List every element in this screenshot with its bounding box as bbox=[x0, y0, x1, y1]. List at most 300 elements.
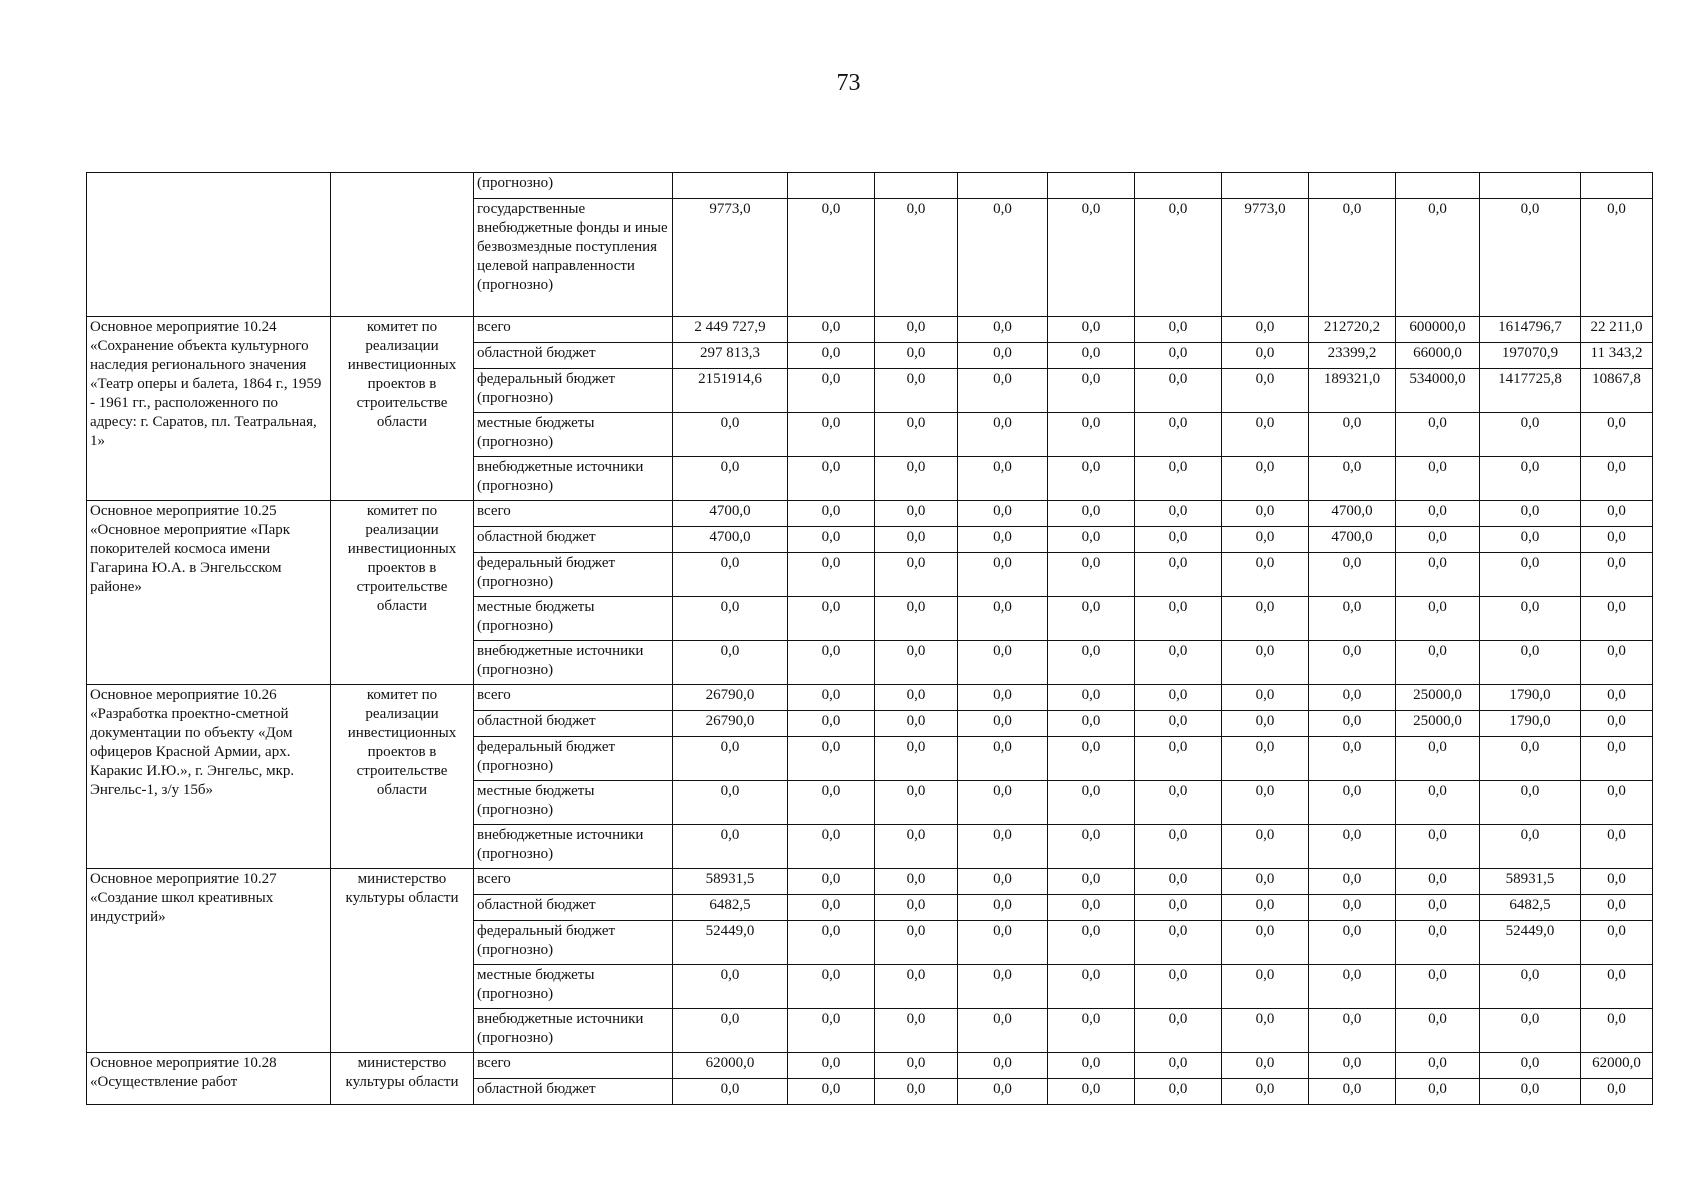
value-cell: 0,0 bbox=[1581, 965, 1653, 1009]
value-cell: 0,0 bbox=[788, 825, 875, 869]
table-row bbox=[87, 501, 1653, 527]
funding-source-cell: (прогнозно) bbox=[474, 173, 673, 199]
table-row bbox=[87, 869, 1653, 895]
value-cell: 0,0 bbox=[1581, 781, 1653, 825]
table-row bbox=[87, 1053, 1653, 1079]
value-cell: 0,0 bbox=[1396, 895, 1480, 921]
value-cell: 189321,0 bbox=[1309, 369, 1396, 413]
value-cell: 0,0 bbox=[788, 413, 875, 457]
value-cell: 0,0 bbox=[1581, 553, 1653, 597]
value-cell: 0,0 bbox=[1309, 1053, 1396, 1079]
value-cell: 0,0 bbox=[875, 781, 958, 825]
value-cell: 0,0 bbox=[788, 1009, 875, 1053]
value-cell: 0,0 bbox=[1480, 199, 1581, 317]
value-cell: 197070,9 bbox=[1480, 343, 1581, 369]
value-cell: 0,0 bbox=[1048, 825, 1135, 869]
value-cell: 0,0 bbox=[788, 895, 875, 921]
value-cell: 0,0 bbox=[1309, 965, 1396, 1009]
value-cell: 0,0 bbox=[1396, 199, 1480, 317]
value-cell: 0,0 bbox=[958, 921, 1048, 965]
value-cell: 0,0 bbox=[1309, 199, 1396, 317]
value-cell: 0,0 bbox=[1309, 825, 1396, 869]
value-cell: 23399,2 bbox=[1309, 343, 1396, 369]
funding-source-cell: областной бюджет bbox=[474, 1079, 673, 1105]
value-cell bbox=[1309, 173, 1396, 199]
value-cell: 4700,0 bbox=[1309, 527, 1396, 553]
value-cell: 0,0 bbox=[1048, 737, 1135, 781]
value-cell: 0,0 bbox=[788, 781, 875, 825]
value-cell: 66000,0 bbox=[1396, 343, 1480, 369]
value-cell: 0,0 bbox=[1048, 457, 1135, 501]
responsible-org-cell bbox=[331, 173, 474, 317]
value-cell: 0,0 bbox=[958, 1053, 1048, 1079]
value-cell: 0,0 bbox=[1048, 685, 1135, 711]
value-cell: 2 449 727,9 bbox=[673, 317, 788, 343]
value-cell: 0,0 bbox=[875, 501, 958, 527]
value-cell: 0,0 bbox=[1222, 1079, 1309, 1105]
value-cell: 0,0 bbox=[1135, 553, 1222, 597]
value-cell: 0,0 bbox=[875, 921, 958, 965]
value-cell: 0,0 bbox=[1396, 737, 1480, 781]
value-cell: 0,0 bbox=[875, 1053, 958, 1079]
value-cell: 0,0 bbox=[1309, 1079, 1396, 1105]
value-cell: 2151914,6 bbox=[673, 369, 788, 413]
value-cell: 0,0 bbox=[958, 553, 1048, 597]
value-cell: 0,0 bbox=[1135, 413, 1222, 457]
value-cell: 0,0 bbox=[1480, 457, 1581, 501]
funding-source-cell: внебюджетные источники (прогнозно) bbox=[474, 641, 673, 685]
value-cell: 0,0 bbox=[1135, 737, 1222, 781]
value-cell: 0,0 bbox=[1135, 369, 1222, 413]
value-cell: 0,0 bbox=[1309, 737, 1396, 781]
value-cell: 0,0 bbox=[958, 711, 1048, 737]
value-cell: 58931,5 bbox=[1480, 869, 1581, 895]
value-cell: 0,0 bbox=[1135, 527, 1222, 553]
value-cell: 0,0 bbox=[673, 965, 788, 1009]
value-cell: 0,0 bbox=[673, 457, 788, 501]
value-cell: 0,0 bbox=[1222, 711, 1309, 737]
value-cell: 0,0 bbox=[1480, 1053, 1581, 1079]
value-cell: 0,0 bbox=[1480, 501, 1581, 527]
value-cell: 0,0 bbox=[1309, 641, 1396, 685]
value-cell: 0,0 bbox=[788, 737, 875, 781]
value-cell: 0,0 bbox=[673, 825, 788, 869]
value-cell: 0,0 bbox=[1480, 641, 1581, 685]
value-cell: 0,0 bbox=[1480, 965, 1581, 1009]
value-cell: 0,0 bbox=[1135, 1009, 1222, 1053]
funding-source-cell: всего bbox=[474, 685, 673, 711]
value-cell: 0,0 bbox=[1048, 199, 1135, 317]
value-cell: 0,0 bbox=[788, 685, 875, 711]
value-cell: 9773,0 bbox=[673, 199, 788, 317]
value-cell: 0,0 bbox=[1309, 553, 1396, 597]
value-cell: 0,0 bbox=[1396, 869, 1480, 895]
table-row bbox=[87, 317, 1653, 343]
value-cell: 0,0 bbox=[1048, 413, 1135, 457]
value-cell: 0,0 bbox=[788, 501, 875, 527]
value-cell: 0,0 bbox=[788, 527, 875, 553]
funding-source-cell: федеральный бюджет (прогнозно) bbox=[474, 737, 673, 781]
value-cell: 0,0 bbox=[1222, 317, 1309, 343]
value-cell: 0,0 bbox=[1135, 825, 1222, 869]
value-cell: 0,0 bbox=[1135, 921, 1222, 965]
value-cell: 0,0 bbox=[875, 711, 958, 737]
value-cell: 0,0 bbox=[1048, 317, 1135, 343]
value-cell: 0,0 bbox=[1480, 1079, 1581, 1105]
value-cell: 62000,0 bbox=[1581, 1053, 1653, 1079]
table-body bbox=[87, 173, 1653, 1105]
value-cell: 0,0 bbox=[875, 1079, 958, 1105]
value-cell: 0,0 bbox=[1480, 737, 1581, 781]
value-cell: 0,0 bbox=[1581, 711, 1653, 737]
value-cell: 1790,0 bbox=[1480, 685, 1581, 711]
value-cell: 0,0 bbox=[1581, 457, 1653, 501]
value-cell: 0,0 bbox=[1048, 1009, 1135, 1053]
value-cell: 0,0 bbox=[1309, 869, 1396, 895]
value-cell: 0,0 bbox=[958, 825, 1048, 869]
value-cell: 26790,0 bbox=[673, 685, 788, 711]
measure-name-cell: Основное мероприятие 10.26 «Разработка проектно-сметной документации по объекту «Дом офицеров Красной Армии, арх. Каракис И.Ю.», г. Энгельс, мкр. Энгельс-1, з/у 15б» bbox=[87, 685, 331, 869]
value-cell: 0,0 bbox=[875, 1009, 958, 1053]
value-cell: 4700,0 bbox=[673, 527, 788, 553]
value-cell bbox=[788, 173, 875, 199]
value-cell: 0,0 bbox=[875, 965, 958, 1009]
value-cell: 0,0 bbox=[1135, 1053, 1222, 1079]
funding-source-cell: внебюджетные источники (прогнозно) bbox=[474, 457, 673, 501]
value-cell: 0,0 bbox=[788, 199, 875, 317]
value-cell: 0,0 bbox=[788, 921, 875, 965]
value-cell: 0,0 bbox=[1135, 1079, 1222, 1105]
value-cell: 0,0 bbox=[1581, 413, 1653, 457]
value-cell: 0,0 bbox=[875, 413, 958, 457]
value-cell: 0,0 bbox=[875, 737, 958, 781]
value-cell bbox=[958, 173, 1048, 199]
value-cell: 0,0 bbox=[1222, 553, 1309, 597]
value-cell: 0,0 bbox=[1222, 895, 1309, 921]
value-cell bbox=[1135, 173, 1222, 199]
value-cell: 0,0 bbox=[1048, 553, 1135, 597]
budget-table bbox=[86, 172, 1653, 1105]
value-cell: 0,0 bbox=[788, 1053, 875, 1079]
value-cell: 297 813,3 bbox=[673, 343, 788, 369]
value-cell: 0,0 bbox=[1480, 413, 1581, 457]
value-cell: 0,0 bbox=[1135, 965, 1222, 1009]
value-cell: 0,0 bbox=[1396, 527, 1480, 553]
value-cell: 0,0 bbox=[1048, 641, 1135, 685]
value-cell: 0,0 bbox=[1396, 965, 1480, 1009]
value-cell: 1417725,8 bbox=[1480, 369, 1581, 413]
funding-source-cell: местные бюджеты (прогнозно) bbox=[474, 597, 673, 641]
value-cell: 0,0 bbox=[875, 527, 958, 553]
value-cell: 0,0 bbox=[788, 553, 875, 597]
value-cell: 0,0 bbox=[1222, 869, 1309, 895]
value-cell: 0,0 bbox=[788, 369, 875, 413]
value-cell: 0,0 bbox=[1309, 685, 1396, 711]
measure-name-cell: Основное мероприятие 10.25 «Основное мероприятие «Парк покорителей космоса имени Гагарина Ю.А. в Энгельсском районе» bbox=[87, 501, 331, 685]
value-cell: 0,0 bbox=[1309, 413, 1396, 457]
value-cell: 0,0 bbox=[1222, 527, 1309, 553]
funding-source-cell: областной бюджет bbox=[474, 527, 673, 553]
value-cell: 0,0 bbox=[875, 869, 958, 895]
value-cell: 0,0 bbox=[875, 457, 958, 501]
value-cell: 0,0 bbox=[1222, 413, 1309, 457]
value-cell: 0,0 bbox=[1396, 781, 1480, 825]
value-cell: 0,0 bbox=[1048, 895, 1135, 921]
funding-source-cell: федеральный бюджет (прогнозно) bbox=[474, 369, 673, 413]
value-cell bbox=[1048, 173, 1135, 199]
value-cell: 0,0 bbox=[875, 895, 958, 921]
value-cell: 25000,0 bbox=[1396, 685, 1480, 711]
value-cell: 0,0 bbox=[958, 369, 1048, 413]
value-cell: 0,0 bbox=[788, 965, 875, 1009]
measure-name-cell: Основное мероприятие 10.27 «Создание школ креативных индустрий» bbox=[87, 869, 331, 1053]
value-cell: 0,0 bbox=[1309, 1009, 1396, 1053]
value-cell: 0,0 bbox=[1581, 737, 1653, 781]
value-cell: 0,0 bbox=[788, 317, 875, 343]
funding-source-cell: всего bbox=[474, 869, 673, 895]
measure-name-cell bbox=[87, 173, 331, 317]
value-cell: 0,0 bbox=[875, 553, 958, 597]
funding-source-cell: всего bbox=[474, 501, 673, 527]
value-cell: 0,0 bbox=[1396, 597, 1480, 641]
value-cell: 62000,0 bbox=[673, 1053, 788, 1079]
value-cell: 0,0 bbox=[788, 457, 875, 501]
value-cell: 0,0 bbox=[1396, 1053, 1480, 1079]
value-cell: 0,0 bbox=[1048, 501, 1135, 527]
value-cell: 52449,0 bbox=[673, 921, 788, 965]
value-cell: 0,0 bbox=[673, 1009, 788, 1053]
value-cell: 0,0 bbox=[1048, 869, 1135, 895]
value-cell: 0,0 bbox=[673, 1079, 788, 1105]
value-cell: 0,0 bbox=[788, 1079, 875, 1105]
value-cell: 0,0 bbox=[1222, 1009, 1309, 1053]
value-cell: 0,0 bbox=[1048, 527, 1135, 553]
funding-source-cell: федеральный бюджет (прогнозно) bbox=[474, 921, 673, 965]
value-cell: 1790,0 bbox=[1480, 711, 1581, 737]
value-cell: 600000,0 bbox=[1396, 317, 1480, 343]
value-cell: 0,0 bbox=[958, 965, 1048, 1009]
value-cell: 0,0 bbox=[788, 641, 875, 685]
value-cell: 4700,0 bbox=[1309, 501, 1396, 527]
value-cell: 0,0 bbox=[1048, 1079, 1135, 1105]
responsible-org-cell: комитет по реализации инвестиционных проектов в строительстве области bbox=[331, 501, 474, 685]
value-cell: 0,0 bbox=[1135, 895, 1222, 921]
funding-source-cell: местные бюджеты (прогнозно) bbox=[474, 781, 673, 825]
value-cell: 6482,5 bbox=[673, 895, 788, 921]
value-cell bbox=[875, 173, 958, 199]
value-cell: 9773,0 bbox=[1222, 199, 1309, 317]
value-cell: 0,0 bbox=[1135, 711, 1222, 737]
value-cell: 0,0 bbox=[1135, 457, 1222, 501]
value-cell: 0,0 bbox=[1480, 781, 1581, 825]
value-cell: 0,0 bbox=[673, 553, 788, 597]
value-cell: 52449,0 bbox=[1480, 921, 1581, 965]
value-cell: 0,0 bbox=[1135, 685, 1222, 711]
value-cell: 0,0 bbox=[958, 501, 1048, 527]
value-cell: 0,0 bbox=[788, 869, 875, 895]
value-cell: 0,0 bbox=[1480, 553, 1581, 597]
value-cell: 0,0 bbox=[1581, 825, 1653, 869]
funding-source-cell: государственные внебюджетные фонды и иные безвозмездные поступления целевой направленности (прогнозно) bbox=[474, 199, 673, 317]
value-cell: 0,0 bbox=[1135, 501, 1222, 527]
value-cell: 212720,2 bbox=[1309, 317, 1396, 343]
value-cell bbox=[673, 173, 788, 199]
value-cell: 0,0 bbox=[875, 317, 958, 343]
value-cell: 0,0 bbox=[1480, 825, 1581, 869]
value-cell: 0,0 bbox=[673, 641, 788, 685]
value-cell: 0,0 bbox=[1309, 781, 1396, 825]
responsible-org-cell: комитет по реализации инвестиционных проектов в строительстве области bbox=[331, 685, 474, 869]
value-cell: 0,0 bbox=[1396, 1009, 1480, 1053]
value-cell: 10867,8 bbox=[1581, 369, 1653, 413]
value-cell: 0,0 bbox=[1222, 825, 1309, 869]
value-cell: 0,0 bbox=[1222, 641, 1309, 685]
value-cell: 0,0 bbox=[1309, 597, 1396, 641]
value-cell: 0,0 bbox=[1048, 343, 1135, 369]
value-cell: 0,0 bbox=[1480, 597, 1581, 641]
value-cell: 0,0 bbox=[875, 641, 958, 685]
value-cell: 0,0 bbox=[1581, 199, 1653, 317]
value-cell: 25000,0 bbox=[1396, 711, 1480, 737]
measure-name-cell: Основное мероприятие 10.28 «Осуществление работ bbox=[87, 1053, 331, 1105]
value-cell: 0,0 bbox=[1581, 597, 1653, 641]
value-cell: 0,0 bbox=[1581, 685, 1653, 711]
funding-source-cell: внебюджетные источники (прогнозно) bbox=[474, 825, 673, 869]
value-cell: 0,0 bbox=[788, 711, 875, 737]
value-cell: 0,0 bbox=[1135, 317, 1222, 343]
value-cell: 0,0 bbox=[1222, 965, 1309, 1009]
funding-source-cell: областной бюджет bbox=[474, 711, 673, 737]
value-cell bbox=[1480, 173, 1581, 199]
funding-source-cell: областной бюджет bbox=[474, 343, 673, 369]
funding-source-cell: федеральный бюджет (прогнозно) bbox=[474, 553, 673, 597]
value-cell: 0,0 bbox=[958, 1009, 1048, 1053]
value-cell: 0,0 bbox=[958, 317, 1048, 343]
value-cell: 4700,0 bbox=[673, 501, 788, 527]
measure-name-cell: Основное мероприятие 10.24 «Сохранение объекта культурного наследия регионального значения «Театр оперы и балета, 1864 г., 1959 - 1961 гг., расположенного по адресу: г. Саратов, пл. Театральная, 1» bbox=[87, 317, 331, 501]
value-cell: 0,0 bbox=[1480, 1009, 1581, 1053]
value-cell: 0,0 bbox=[1048, 597, 1135, 641]
funding-source-cell: всего bbox=[474, 1053, 673, 1079]
value-cell: 0,0 bbox=[875, 343, 958, 369]
value-cell: 0,0 bbox=[1581, 921, 1653, 965]
responsible-org-cell: комитет по реализации инвестиционных проектов в строительстве области bbox=[331, 317, 474, 501]
value-cell: 0,0 bbox=[875, 825, 958, 869]
value-cell: 0,0 bbox=[1581, 527, 1653, 553]
value-cell: 0,0 bbox=[1396, 825, 1480, 869]
value-cell: 0,0 bbox=[1222, 781, 1309, 825]
value-cell: 0,0 bbox=[958, 343, 1048, 369]
page-number: 73 bbox=[836, 70, 861, 96]
value-cell: 0,0 bbox=[673, 413, 788, 457]
value-cell: 0,0 bbox=[1135, 781, 1222, 825]
value-cell: 22 211,0 bbox=[1581, 317, 1653, 343]
value-cell: 0,0 bbox=[673, 781, 788, 825]
value-cell: 11 343,2 bbox=[1581, 343, 1653, 369]
value-cell bbox=[1222, 173, 1309, 199]
value-cell: 58931,5 bbox=[673, 869, 788, 895]
table-row bbox=[87, 685, 1653, 711]
value-cell bbox=[1581, 173, 1653, 199]
value-cell: 0,0 bbox=[1396, 501, 1480, 527]
value-cell: 0,0 bbox=[1135, 641, 1222, 685]
responsible-org-cell: министерство культуры области bbox=[331, 869, 474, 1053]
value-cell: 0,0 bbox=[1222, 685, 1309, 711]
value-cell: 0,0 bbox=[1135, 199, 1222, 317]
value-cell: 0,0 bbox=[1309, 711, 1396, 737]
value-cell: 0,0 bbox=[958, 413, 1048, 457]
table-row bbox=[87, 173, 1653, 199]
value-cell: 0,0 bbox=[1581, 895, 1653, 921]
value-cell: 0,0 bbox=[1396, 641, 1480, 685]
value-cell: 0,0 bbox=[958, 597, 1048, 641]
value-cell: 0,0 bbox=[1581, 501, 1653, 527]
value-cell: 0,0 bbox=[673, 597, 788, 641]
funding-source-cell: местные бюджеты (прогнозно) bbox=[474, 413, 673, 457]
value-cell: 0,0 bbox=[1222, 1053, 1309, 1079]
value-cell: 0,0 bbox=[958, 781, 1048, 825]
value-cell: 0,0 bbox=[1222, 921, 1309, 965]
responsible-org-cell: министерство культуры области bbox=[331, 1053, 474, 1105]
value-cell: 0,0 bbox=[1309, 457, 1396, 501]
value-cell: 0,0 bbox=[1480, 527, 1581, 553]
value-cell: 0,0 bbox=[958, 685, 1048, 711]
value-cell: 0,0 bbox=[958, 457, 1048, 501]
value-cell: 0,0 bbox=[788, 343, 875, 369]
value-cell: 0,0 bbox=[1222, 737, 1309, 781]
value-cell: 0,0 bbox=[1396, 413, 1480, 457]
value-cell: 0,0 bbox=[1309, 921, 1396, 965]
value-cell: 0,0 bbox=[1135, 597, 1222, 641]
value-cell: 0,0 bbox=[875, 685, 958, 711]
value-cell: 0,0 bbox=[958, 1079, 1048, 1105]
value-cell: 1614796,7 bbox=[1480, 317, 1581, 343]
value-cell: 0,0 bbox=[1581, 1079, 1653, 1105]
value-cell: 0,0 bbox=[1048, 921, 1135, 965]
value-cell: 0,0 bbox=[958, 895, 1048, 921]
value-cell: 0,0 bbox=[1396, 1079, 1480, 1105]
value-cell: 0,0 bbox=[1048, 1053, 1135, 1079]
value-cell: 0,0 bbox=[788, 597, 875, 641]
value-cell: 0,0 bbox=[1581, 869, 1653, 895]
value-cell: 0,0 bbox=[958, 869, 1048, 895]
value-cell: 0,0 bbox=[1048, 781, 1135, 825]
value-cell: 0,0 bbox=[673, 737, 788, 781]
funding-source-cell: всего bbox=[474, 317, 673, 343]
value-cell: 0,0 bbox=[1222, 597, 1309, 641]
value-cell: 0,0 bbox=[875, 597, 958, 641]
value-cell: 0,0 bbox=[958, 641, 1048, 685]
value-cell: 0,0 bbox=[875, 199, 958, 317]
value-cell: 0,0 bbox=[1222, 343, 1309, 369]
value-cell: 0,0 bbox=[875, 369, 958, 413]
value-cell: 0,0 bbox=[1135, 869, 1222, 895]
value-cell: 0,0 bbox=[958, 737, 1048, 781]
value-cell: 0,0 bbox=[1396, 553, 1480, 597]
funding-source-cell: областной бюджет bbox=[474, 895, 673, 921]
value-cell: 0,0 bbox=[1581, 641, 1653, 685]
value-cell: 0,0 bbox=[1309, 895, 1396, 921]
value-cell: 0,0 bbox=[1396, 457, 1480, 501]
value-cell: 0,0 bbox=[1222, 369, 1309, 413]
funding-source-cell: местные бюджеты (прогнозно) bbox=[474, 965, 673, 1009]
value-cell: 534000,0 bbox=[1396, 369, 1480, 413]
value-cell: 0,0 bbox=[958, 199, 1048, 317]
value-cell: 0,0 bbox=[1048, 711, 1135, 737]
value-cell: 6482,5 bbox=[1480, 895, 1581, 921]
value-cell: 0,0 bbox=[1581, 1009, 1653, 1053]
value-cell: 0,0 bbox=[1222, 501, 1309, 527]
